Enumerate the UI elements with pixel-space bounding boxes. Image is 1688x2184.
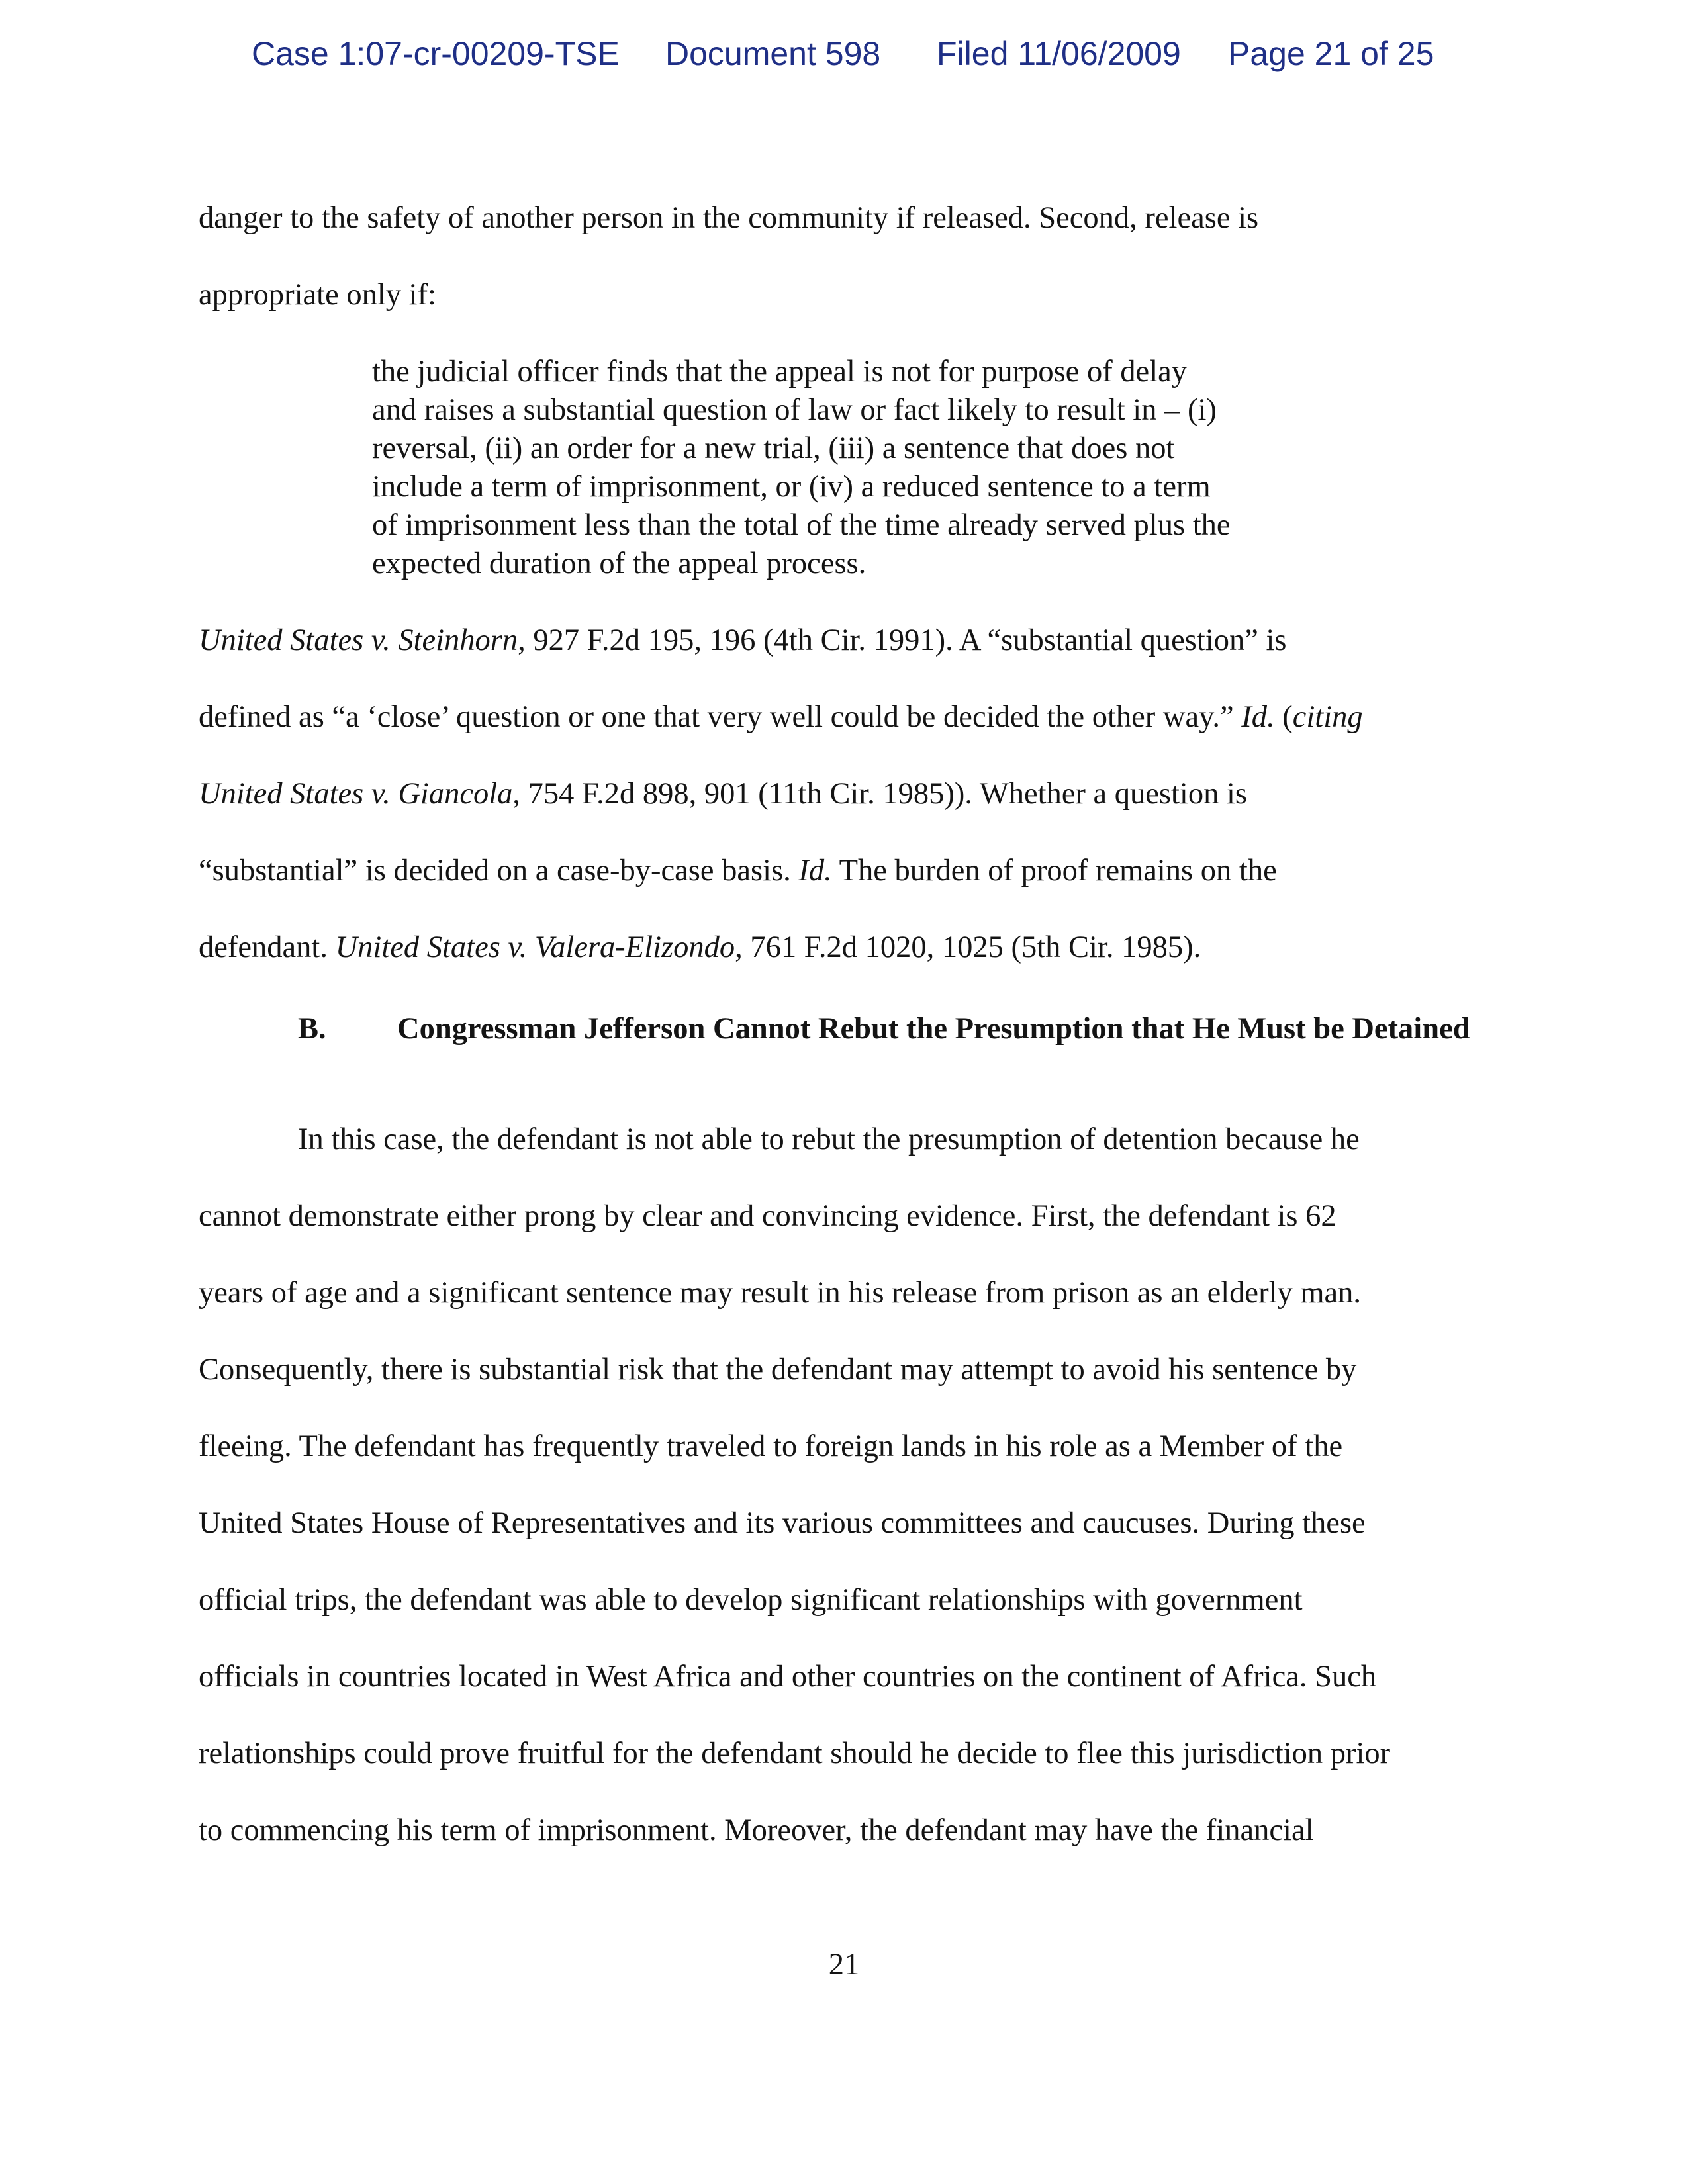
case-name: United States v. Giancola: [199, 777, 513, 811]
citation-line: [199, 776, 1247, 813]
citation-text: , 761 F.2d 1020, 1025 (5th Cir. 1985).: [735, 931, 1201, 964]
paragraph-line: relationships could prove fruitful for the defendant should he decide to flee this jurisdiction prior: [199, 1737, 1391, 1770]
paragraph-line: fleeing. The defendant has frequently traveled to foreign lands in his role as a Member of the: [199, 1430, 1343, 1463]
paren-open: (: [1274, 700, 1293, 734]
paragraph-text: The burden of proof remains on the: [831, 854, 1277, 887]
paragraph-text: “substantial” is decided on a case-by-case basis.: [199, 854, 799, 887]
paragraph-line: cannot demonstrate either prong by clear and convincing evidence. First, the defendant is 62: [199, 1199, 1336, 1233]
citation-line: [199, 622, 1287, 659]
paragraph-line: United States House of Representatives and its various committees and caucuses. During these: [199, 1506, 1366, 1540]
paragraph-line: official trips, the defendant was able to develop significant relationships with government: [199, 1583, 1303, 1617]
document-number: Document 598: [665, 35, 881, 72]
paragraph-line: to commencing his term of imprisonment. Moreover, the defendant may have the financial: [199, 1813, 1314, 1847]
case-number: Case 1:07-cr-00209-TSE: [252, 35, 620, 72]
paragraph-line: danger to the safety of another person in the community if released. Second, release is: [199, 201, 1259, 235]
filed-date: Filed 11/06/2009: [937, 35, 1181, 72]
quote-line: of imprisonment less than the total of the time already served plus the: [372, 508, 1231, 542]
citing-signal: citing: [1292, 700, 1363, 734]
section-heading: Congressman Jefferson Cannot Rebut the Presumption that He Must be Detained: [397, 1012, 1470, 1046]
section-letter: B.: [298, 1012, 326, 1046]
paragraph-line: officials in countries located in West Africa and other countries on the continent of Africa. Such: [199, 1660, 1377, 1694]
citation-line: [199, 929, 1201, 966]
paragraph-line: In this case, the defendant is not able to rebut the presumption of detention because he: [298, 1122, 1360, 1156]
citation-text: , 754 F.2d 898, 901 (11th Cir. 1985)). Whether a question is: [512, 777, 1247, 811]
id-citation: Id.: [798, 854, 832, 887]
citation-text: , 927 F.2d 195, 196 (4th Cir. 1991). A “substantial question” is: [518, 623, 1287, 657]
paragraph-line: [199, 699, 1363, 736]
paragraph-line: years of age and a significant sentence may result in his release from prison as an elderly man.: [199, 1276, 1362, 1310]
case-name: United States v. Valera-Elizondo: [335, 931, 735, 964]
paragraph-line: appropriate only if:: [199, 278, 436, 312]
paragraph-line: Consequently, there is substantial risk that the defendant may attempt to avoid his sentence by: [199, 1353, 1357, 1387]
definition-text: defined as “a ‘close’ question or one that very well could be decided the other way.”: [199, 700, 1242, 734]
quote-line: include a term of imprisonment, or (iv) a reduced sentence to a term: [372, 470, 1211, 504]
paragraph-text: defendant.: [199, 931, 336, 964]
case-name: United States v. Steinhorn: [199, 623, 518, 657]
quote-line: and raises a substantial question of law or fact likely to result in – (i): [372, 393, 1217, 427]
quote-line: reversal, (ii) an order for a new trial, (iii) a sentence that does not: [372, 432, 1175, 465]
page-count: Page 21 of 25: [1228, 35, 1434, 72]
quote-line: expected duration of the appeal process.: [372, 547, 867, 580]
quote-line: the judicial officer finds that the appeal is not for purpose of delay: [372, 355, 1188, 388]
paragraph-line: [199, 852, 1277, 889]
page-number: 21: [828, 1948, 860, 1981]
id-citation: Id.: [1241, 700, 1275, 734]
